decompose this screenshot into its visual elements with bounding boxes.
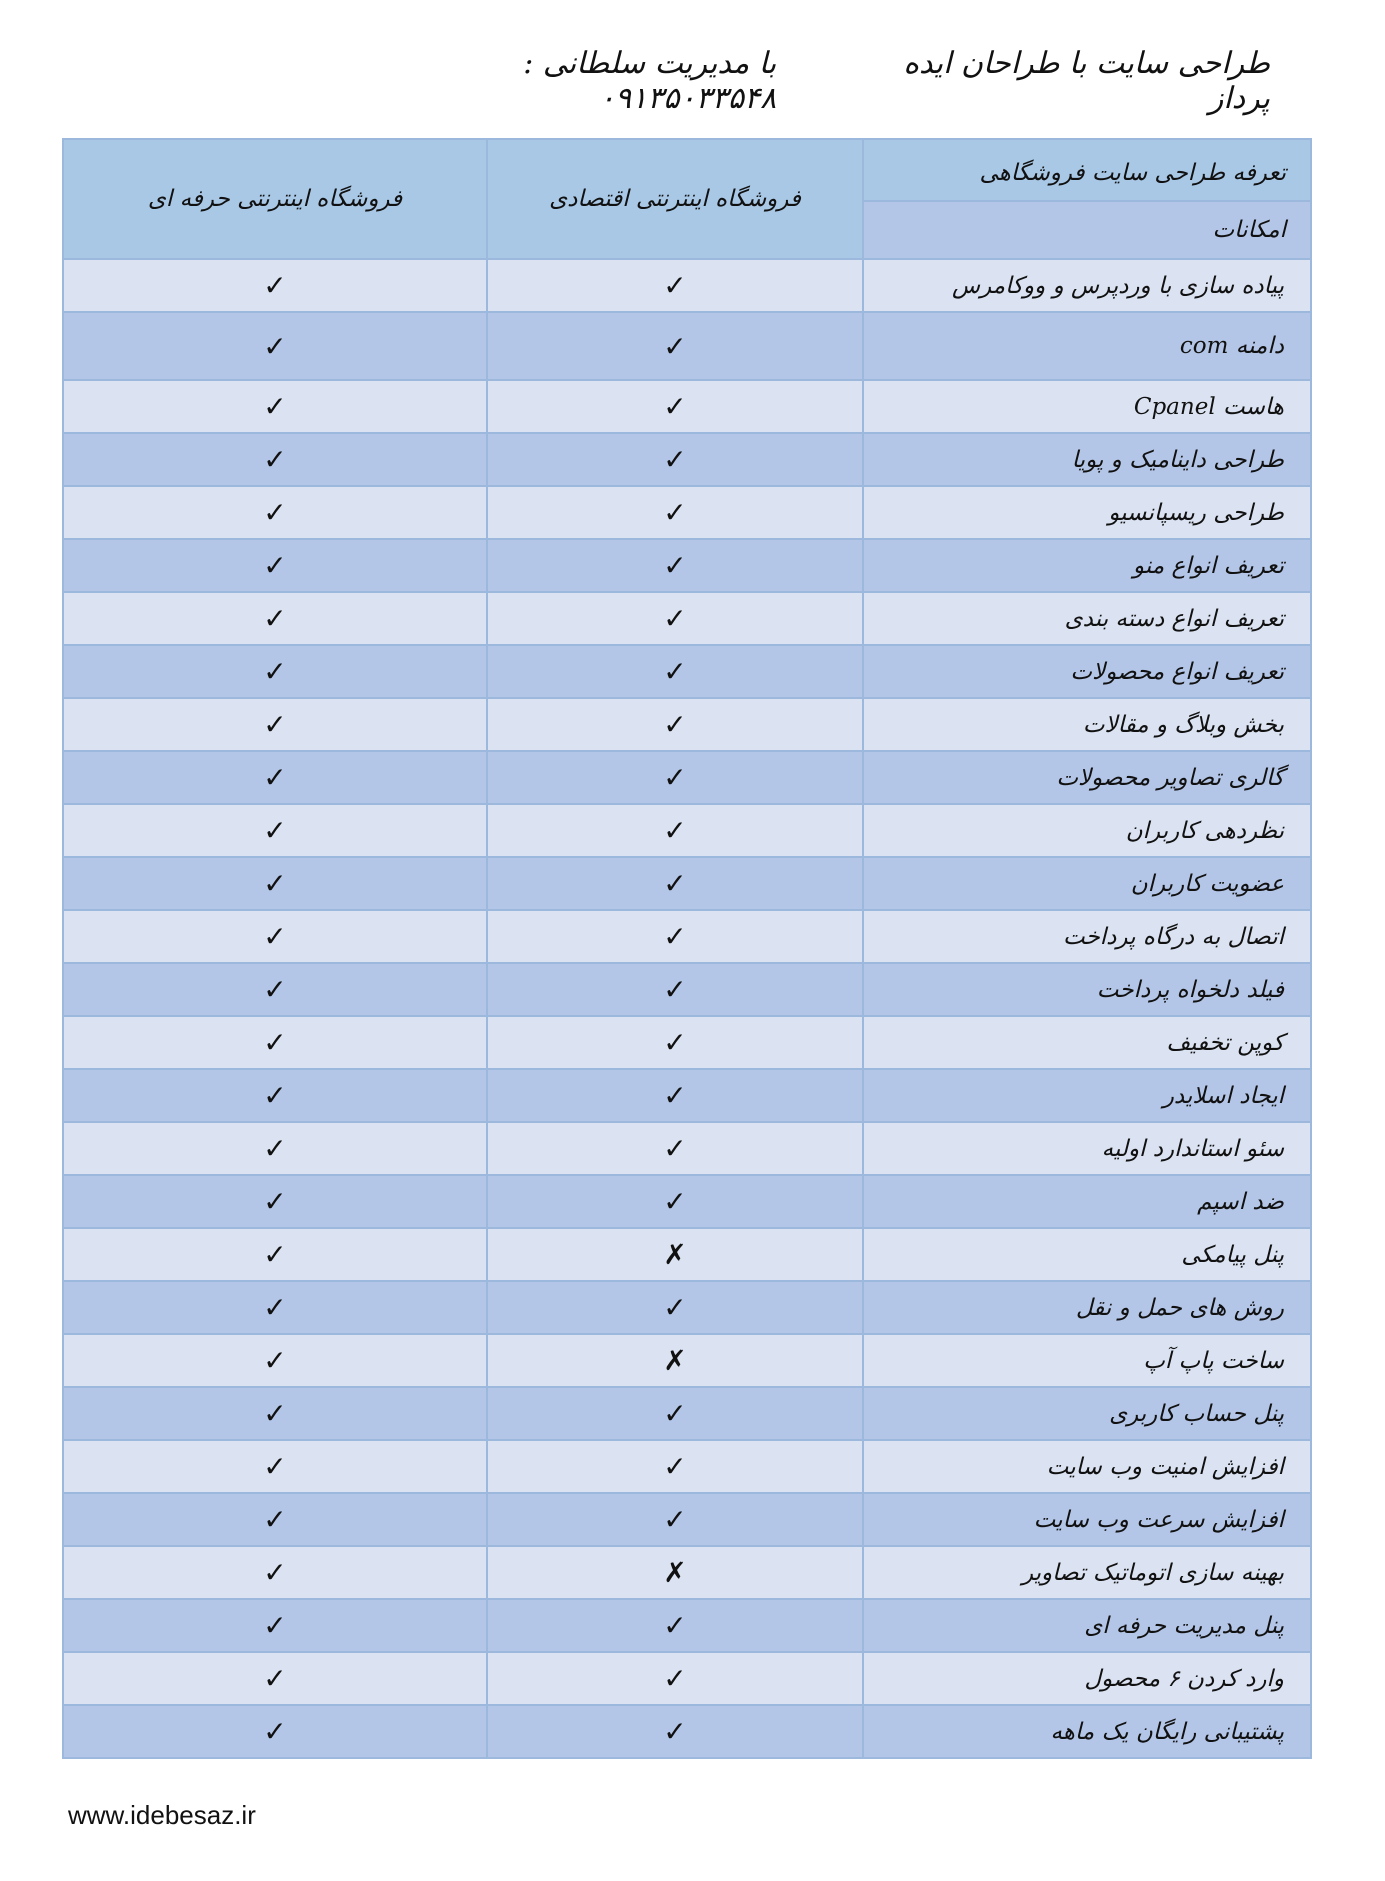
economic-mark-cell: ✓: [487, 1652, 863, 1705]
economic-mark-cell: ✓: [487, 1599, 863, 1652]
pro-mark-cell: ✓: [63, 486, 487, 539]
pro-mark-cell: ✓: [63, 910, 487, 963]
economic-mark-cell: ✓: [487, 963, 863, 1016]
economic-mark-cell: ✓: [487, 1175, 863, 1228]
economic-mark-cell: ✓: [487, 1705, 863, 1758]
pro-mark-cell: ✓: [63, 1705, 487, 1758]
feature-column-subtitle: امکانات: [864, 202, 1310, 258]
feature-column-title: تعرفه طراحی سایت فروشگاهی: [864, 140, 1310, 202]
pro-mark-cell: ✓: [63, 698, 487, 751]
table-row: [63, 1122, 1311, 1175]
pro-mark-cell: ✓: [63, 1175, 487, 1228]
economic-mark-cell: ✓: [487, 1493, 863, 1546]
economic-mark-cell: ✓: [487, 698, 863, 751]
pro-mark-cell: ✓: [63, 857, 487, 910]
economic-mark-cell: ✗: [487, 1334, 863, 1387]
pro-mark-cell: ✓: [63, 1069, 487, 1122]
pro-mark-cell: ✓: [63, 751, 487, 804]
pro-mark-cell: ✓: [63, 804, 487, 857]
economic-mark-cell: ✓: [487, 1069, 863, 1122]
feature-cell: عضویت کاربران: [863, 857, 1311, 910]
pro-mark-cell: ✓: [63, 645, 487, 698]
pro-mark-cell: ✓: [63, 1440, 487, 1493]
feature-cell: وارد کردن ۶ محصول: [863, 1652, 1311, 1705]
pro-mark-cell: ✓: [63, 380, 487, 433]
table-row: [63, 698, 1311, 751]
table-row: [63, 1281, 1311, 1334]
pro-mark-cell: ✓: [63, 1016, 487, 1069]
page-header: [340, 46, 1270, 116]
economic-mark-cell: ✓: [487, 857, 863, 910]
table-row: [63, 592, 1311, 645]
manager-contact: با مدیریت سلطانی : ۰۹۱۳۵۰۳۳۵۴۸: [523, 46, 777, 116]
table-row: [63, 1228, 1311, 1281]
table-body: [63, 259, 1311, 1758]
pro-mark-cell: ✓: [63, 963, 487, 1016]
table-row: [63, 380, 1311, 433]
pro-mark-cell: ✓: [63, 1546, 487, 1599]
economic-mark-cell: ✓: [487, 910, 863, 963]
table-row: [63, 1175, 1311, 1228]
economic-mark-cell: ✓: [487, 1122, 863, 1175]
pro-column-header: فروشگاه اینترنتی حرفه ای: [63, 139, 487, 259]
table-row: [63, 1705, 1311, 1758]
table-row: [63, 1440, 1311, 1493]
table-row: [63, 1599, 1311, 1652]
feature-cell: افزایش امنیت وب سایت: [863, 1440, 1311, 1493]
pricing-table-wrapper: [62, 138, 1310, 1759]
table-row: [63, 1546, 1311, 1599]
feature-cell: ایجاد اسلایدر: [863, 1069, 1311, 1122]
feature-cell: تعریف انواع دسته بندی: [863, 592, 1311, 645]
feature-cell: ضد اسپم: [863, 1175, 1311, 1228]
economic-column-header: فروشگاه اینترنتی اقتصادی: [487, 139, 863, 259]
table-row: [63, 433, 1311, 486]
feature-cell: تعریف انواع منو: [863, 539, 1311, 592]
pro-mark-cell: ✓: [63, 1599, 487, 1652]
pro-mark-cell: ✓: [63, 1493, 487, 1546]
pro-mark-cell: ✓: [63, 1122, 487, 1175]
feature-cell: پنل حساب کاربری: [863, 1387, 1311, 1440]
table-row: [63, 910, 1311, 963]
feature-cell: ساخت پاپ آپ: [863, 1334, 1311, 1387]
pro-mark-cell: ✓: [63, 1387, 487, 1440]
table-row: [63, 1016, 1311, 1069]
table-row: [63, 1334, 1311, 1387]
economic-mark-cell: ✗: [487, 1228, 863, 1281]
feature-column-header: [863, 139, 1311, 259]
feature-cell: کوپن تخفیف: [863, 1016, 1311, 1069]
feature-cell: پیاده سازی با وردپرس و ووکامرس: [863, 259, 1311, 312]
pro-mark-cell: ✓: [63, 592, 487, 645]
feature-cell: بخش وبلاگ و مقالات: [863, 698, 1311, 751]
table-row: [63, 857, 1311, 910]
table-row: [63, 751, 1311, 804]
table-row: [63, 1069, 1311, 1122]
pro-mark-cell: ✓: [63, 1228, 487, 1281]
table-row: [63, 486, 1311, 539]
feature-cell: طراحی داینامیک و پویا: [863, 433, 1311, 486]
page-title: طراحی سایت با طراحان ایده پرداز: [903, 46, 1270, 116]
table-row: [63, 259, 1311, 312]
pro-mark-cell: ✓: [63, 1652, 487, 1705]
feature-cell: پنل مدیریت حرفه ای: [863, 1599, 1311, 1652]
table-row: [63, 1387, 1311, 1440]
pro-mark-cell: ✓: [63, 539, 487, 592]
economic-mark-cell: ✓: [487, 433, 863, 486]
feature-cell: گالری تصاویر محصولات: [863, 751, 1311, 804]
table-row: [63, 1652, 1311, 1705]
economic-mark-cell: ✓: [487, 645, 863, 698]
table-header-row: [63, 139, 1311, 259]
pro-mark-cell: ✓: [63, 259, 487, 312]
table-row: [63, 804, 1311, 857]
economic-mark-cell: ✓: [487, 259, 863, 312]
table-row: [63, 539, 1311, 592]
economic-mark-cell: ✓: [487, 486, 863, 539]
feature-cell: تعریف انواع محصولات: [863, 645, 1311, 698]
economic-mark-cell: ✓: [487, 539, 863, 592]
economic-mark-cell: ✓: [487, 312, 863, 380]
economic-mark-cell: ✓: [487, 1440, 863, 1493]
feature-cell: بهینه سازی اتوماتیک تصاویر: [863, 1546, 1311, 1599]
feature-cell: دامنه com: [863, 312, 1311, 380]
pro-mark-cell: ✓: [63, 433, 487, 486]
economic-mark-cell: ✓: [487, 1387, 863, 1440]
economic-mark-cell: ✓: [487, 1016, 863, 1069]
feature-cell: هاست Cpanel: [863, 380, 1311, 433]
economic-mark-cell: ✓: [487, 592, 863, 645]
table-row: [63, 312, 1311, 380]
pro-mark-cell: ✓: [63, 1281, 487, 1334]
table-row: [63, 645, 1311, 698]
table-row: [63, 1493, 1311, 1546]
feature-cell: افزایش سرعت وب سایت: [863, 1493, 1311, 1546]
feature-cell: نظردهی کاربران: [863, 804, 1311, 857]
economic-mark-cell: ✓: [487, 751, 863, 804]
pro-mark-cell: ✓: [63, 1334, 487, 1387]
footer-website: www.idebesaz.ir: [68, 1800, 256, 1830]
feature-cell: فیلد دلخواه پرداخت: [863, 963, 1311, 1016]
feature-cell: پشتیبانی رایگان یک ماهه: [863, 1705, 1311, 1758]
feature-cell: اتصال به درگاه پرداخت: [863, 910, 1311, 963]
table-row: [63, 963, 1311, 1016]
economic-mark-cell: ✓: [487, 1281, 863, 1334]
pricing-table: [62, 138, 1312, 1759]
pro-mark-cell: ✓: [63, 312, 487, 380]
feature-cell: روش های حمل و نقل: [863, 1281, 1311, 1334]
feature-cell: پنل پیامکی: [863, 1228, 1311, 1281]
feature-cell: طراحی ریسپانسیو: [863, 486, 1311, 539]
economic-mark-cell: ✓: [487, 804, 863, 857]
economic-mark-cell: ✗: [487, 1546, 863, 1599]
feature-cell: سئو استاندارد اولیه: [863, 1122, 1311, 1175]
economic-mark-cell: ✓: [487, 380, 863, 433]
